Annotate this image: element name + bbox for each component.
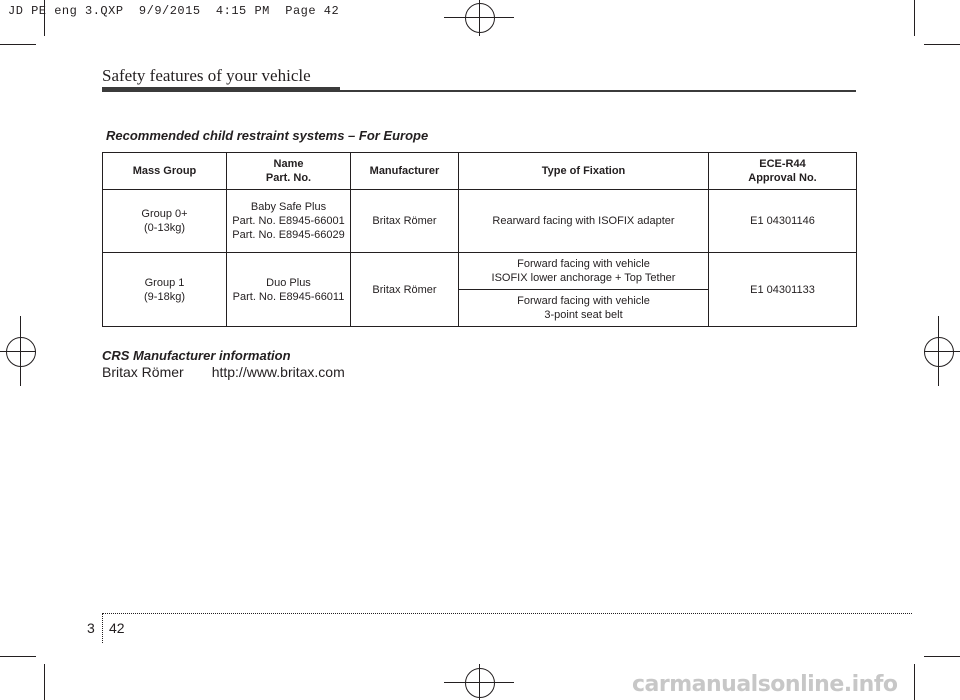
section-title: Safety features of your vehicle bbox=[102, 66, 311, 85]
part-number: Part. No. E8945-66001 bbox=[232, 215, 345, 227]
header-name-line2: Part. No. bbox=[265, 172, 312, 184]
header-approval-line2: Approval No. bbox=[748, 172, 817, 184]
header-manufacturer: Manufacturer bbox=[351, 153, 459, 190]
table-heading: Recommended child restraint systems – For Europe bbox=[106, 128, 429, 143]
child-restraint-table bbox=[102, 152, 857, 327]
cell-mass-group bbox=[103, 253, 227, 327]
page-number: 42 bbox=[109, 620, 125, 636]
cell-manufacturer: Britax Römer bbox=[351, 253, 459, 327]
watermark: carmanualsonline.info bbox=[632, 672, 898, 697]
table-row bbox=[103, 190, 857, 253]
cell-approval: E1 04301133 bbox=[709, 253, 857, 327]
cell-manufacturer: Britax Römer bbox=[351, 190, 459, 253]
header-mass-group: Mass Group bbox=[103, 153, 227, 190]
cell-name bbox=[227, 190, 351, 253]
part-number: Part. No. E8945-66029 bbox=[232, 229, 345, 241]
fixation-line: 3-point seat belt bbox=[544, 309, 623, 321]
cell-fixation bbox=[459, 290, 709, 327]
fixation-line: Forward facing with vehicle bbox=[517, 258, 650, 270]
header-approval bbox=[709, 153, 857, 190]
product-name: Baby Safe Plus bbox=[250, 201, 327, 213]
mass-group-label: Group 1 bbox=[144, 276, 185, 289]
table-header-row bbox=[103, 153, 857, 190]
header-name bbox=[227, 153, 351, 190]
cell-approval: E1 04301146 bbox=[709, 190, 857, 253]
mass-group-range: (9-18kg) bbox=[144, 290, 185, 303]
cell-mass-group bbox=[103, 190, 227, 253]
table-row bbox=[103, 253, 857, 290]
footer-rule bbox=[102, 613, 912, 614]
product-name: Duo Plus bbox=[266, 276, 311, 289]
part-number: Part. No. E8945-66011 bbox=[232, 290, 345, 303]
crs-info-heading: CRS Manufacturer information bbox=[102, 348, 291, 363]
section-header-bar bbox=[102, 87, 340, 92]
header-type-of-fixation: Type of Fixation bbox=[459, 153, 709, 190]
fixation-line: Forward facing with vehicle bbox=[517, 295, 650, 307]
crs-info-line bbox=[102, 364, 345, 380]
crs-manufacturer-name: Britax Römer bbox=[102, 364, 184, 380]
chapter-number: 3 bbox=[87, 620, 95, 636]
print-slug: JD PE eng 3.QXP 9/9/2015 4:15 PM Page 42 bbox=[8, 4, 340, 18]
cell-name bbox=[227, 253, 351, 327]
footer-divider bbox=[102, 613, 103, 643]
header-approval-line1: ECE-R44 bbox=[759, 158, 806, 170]
header-name-line1: Name bbox=[273, 158, 304, 170]
cell-fixation: Rearward facing with ISOFIX adapter bbox=[459, 190, 709, 253]
fixation-line: ISOFIX lower anchorage + Top Tether bbox=[491, 272, 676, 284]
crs-website-link[interactable]: http://www.britax.com bbox=[211, 364, 345, 380]
cell-fixation bbox=[459, 253, 709, 290]
mass-group-label: Group 0+ bbox=[141, 208, 188, 220]
mass-group-range: (0-13kg) bbox=[144, 222, 185, 234]
section-header-rule bbox=[340, 90, 856, 92]
